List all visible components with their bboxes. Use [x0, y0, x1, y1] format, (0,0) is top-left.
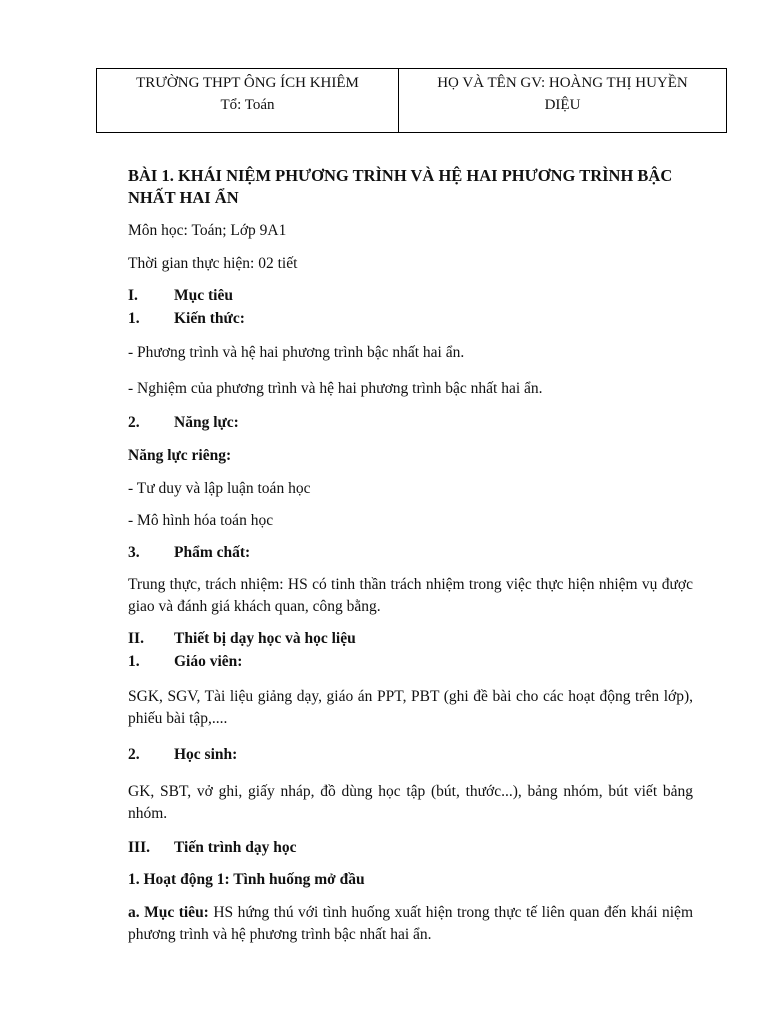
lesson-title: BÀI 1. KHÁI NIỆM PHƯƠNG TRÌNH VÀ HỆ HAI PHƯƠNG TRÌNH BẬC NHẤT HAI ẨN [128, 166, 673, 207]
header-school-cell [97, 69, 399, 132]
teacher-name-line1: HỌ VÀ TÊN GV: HOÀNG THỊ HUYỀN [437, 75, 688, 91]
objective-text: HS hứng thú với tình huống xuất hiện trong thực tế liên quan đến khái niệm phương trình và hệ phương trình bậc nhất hai ẩn. [128, 904, 693, 943]
section-2-1-heading [128, 651, 693, 673]
section-2-1-number: 1. [128, 653, 140, 670]
section-1-2-heading [128, 412, 693, 434]
section-3-title: Tiến trình dạy học [174, 839, 297, 856]
knowledge-item-2: - Nghiệm của phương trình và hệ hai phương trình bậc nhất hai ẩn. [128, 380, 543, 397]
header-teacher-cell [399, 69, 726, 132]
section-2-number: II. [128, 630, 144, 647]
activity-1-heading: 1. Hoạt động 1: Tình huống mở đầu [128, 871, 365, 888]
school-name: TRƯỜNG THPT ÔNG ÍCH KHIÊM [136, 75, 359, 91]
section-2-2-number: 2. [128, 746, 140, 763]
section-1-title: Mục tiêu [174, 287, 233, 304]
objective-label: a. Mục tiêu: [128, 904, 209, 921]
section-1-2-title: Năng lực: [174, 414, 239, 431]
section-1-3-title: Phẩm chất: [174, 544, 251, 561]
group-name: Tổ: Toán [220, 97, 275, 113]
section-2-heading [128, 628, 693, 650]
objective-paragraph [128, 902, 693, 946]
section-1-2-number: 2. [128, 414, 140, 431]
section-1-number: I. [128, 287, 138, 304]
section-1-1-number: 1. [128, 310, 140, 327]
section-2-title: Thiết bị dạy học và học liệu [174, 630, 356, 647]
lesson-subject: Môn học: Toán; Lớp 9A1 [128, 222, 287, 239]
teacher-materials-paragraph: SGK, SGV, Tài liệu giảng dạy, giáo án PPT, PBT (ghi đề bài cho các hoạt động trên lớp), phiếu bài tập,.... [128, 688, 693, 727]
section-3-heading [128, 837, 693, 859]
knowledge-item-1: - Phương trình và hệ hai phương trình bậc nhất hai ẩn. [128, 344, 465, 361]
teacher-name-line2: DIỆU [544, 97, 581, 113]
header-table [96, 68, 727, 133]
student-materials-paragraph: GK, SBT, vở ghi, giấy nháp, đồ dùng học tập (bút, thước...), bảng nhóm, bút viết bảng nhóm. [128, 783, 693, 822]
section-3-number: III. [128, 839, 150, 856]
competence-item-2: - Mô hình hóa toán học [128, 512, 274, 529]
lesson-duration: Thời gian thực hiện: 02 tiết [128, 255, 298, 272]
specific-competence-label: Năng lực riêng: [128, 447, 232, 464]
section-1-heading [128, 285, 693, 307]
section-2-2-heading [128, 744, 693, 766]
section-1-1-title: Kiến thức: [174, 310, 245, 327]
section-2-1-title: Giáo viên: [174, 653, 243, 670]
section-2-2-title: Học sinh: [174, 746, 238, 763]
quality-paragraph: Trung thực, trách nhiệm: HS có tinh thần trách nhiệm trong việc thực hiện nhiệm vụ được giao và đánh giá khách quan, công bằng. [128, 576, 693, 615]
competence-item-1: - Tư duy và lập luận toán học [128, 480, 311, 497]
section-1-1-heading [128, 308, 693, 330]
section-1-3-heading [128, 542, 693, 564]
section-1-3-number: 3. [128, 544, 140, 561]
